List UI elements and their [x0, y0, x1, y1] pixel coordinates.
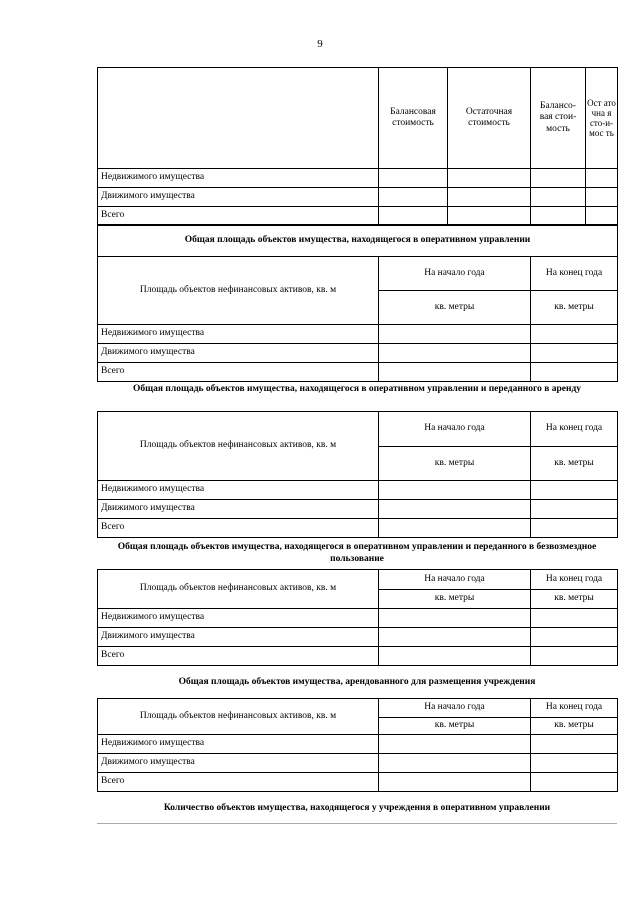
row-label-movable: Движимого имущества	[98, 188, 379, 207]
row-label-total: Всего	[98, 773, 379, 792]
value-cell	[531, 481, 618, 500]
section-title-count: Количество объектов имущества, находящегося у учреждения в оперативном управлении	[163, 803, 551, 813]
value-cell	[379, 344, 531, 363]
section-title-rented: Общая площадь объектов имущества, арендованного для размещения учреждения	[178, 677, 536, 687]
value-table	[97, 67, 618, 226]
value-cell	[531, 207, 586, 226]
area-label: Площадь объектов нефинансовых активов, кв. м	[98, 257, 379, 325]
row-label-realty: Недвижимого имущества	[98, 609, 379, 628]
year-start-header: На начало года	[379, 699, 531, 718]
value-cell	[379, 500, 531, 519]
row-label-movable: Движимого имущества	[98, 500, 379, 519]
value-cell	[379, 773, 531, 792]
row-label-total: Всего	[98, 363, 379, 382]
page-number: 9	[317, 38, 323, 50]
value-cell	[531, 519, 618, 538]
value-cell	[448, 188, 531, 207]
value-cell	[531, 344, 618, 363]
value-cell	[531, 628, 618, 647]
section-title: Общая площадь объектов имущества, находящегося в оперативном управлении	[98, 225, 618, 257]
balance-value-header: Балансовая стоимость	[379, 68, 448, 169]
area-label: Площадь объектов нефинансовых активов, кв. м	[98, 570, 379, 609]
value-cell	[379, 754, 531, 773]
value-cell	[586, 169, 618, 188]
unit-end: кв. метры	[531, 590, 618, 609]
unit-start: кв. метры	[379, 291, 531, 325]
row-label-realty: Недвижимого имущества	[98, 735, 379, 754]
row-label-total: Всего	[98, 519, 379, 538]
area-label: Площадь объектов нефинансовых активов, кв. м	[98, 412, 379, 481]
value-cell	[379, 735, 531, 754]
value-cell	[531, 609, 618, 628]
value-cell	[448, 207, 531, 226]
value-cell	[379, 363, 531, 382]
residual-value-header-2: Ост ато чна я сто-и-мос ть	[586, 68, 618, 169]
unit-end: кв. метры	[531, 718, 618, 735]
unit-start: кв. метры	[379, 718, 531, 735]
unit-start: кв. метры	[379, 447, 531, 481]
row-label-movable: Движимого имущества	[98, 628, 379, 647]
year-start-header: На начало года	[379, 570, 531, 590]
value-cell	[531, 188, 586, 207]
bottom-rule	[97, 823, 617, 824]
balance-value-header-2: Балансо-вая стои-мость	[531, 68, 586, 169]
value-cell	[379, 188, 448, 207]
value-cell	[531, 500, 618, 519]
row-label-movable: Движимого имущества	[98, 754, 379, 773]
row-label-realty: Недвижимого имущества	[98, 169, 379, 188]
year-end-header: На конец года	[531, 570, 618, 590]
value-cell	[448, 169, 531, 188]
unit-start: кв. метры	[379, 590, 531, 609]
value-cell	[379, 519, 531, 538]
row-label-realty: Недвижимого имущества	[98, 325, 379, 344]
year-start-header: На начало года	[379, 257, 531, 291]
value-cell	[531, 169, 586, 188]
area-table-operational	[97, 224, 618, 382]
value-cell	[586, 207, 618, 226]
row-label-total: Всего	[98, 207, 379, 226]
header-blank-cell	[98, 68, 379, 169]
area-label: Площадь объектов нефинансовых активов, кв. м	[98, 699, 379, 735]
year-end-header: На конец года	[531, 699, 618, 718]
residual-value-header: Остаточная стоимость	[448, 68, 531, 169]
section-title-lease: Общая площадь объектов имущества, находящегося в оперативном управлении и переданного в аренду	[132, 384, 582, 394]
value-cell	[379, 609, 531, 628]
row-label-movable: Движимого имущества	[98, 344, 379, 363]
value-cell	[531, 735, 618, 754]
value-cell	[531, 647, 618, 666]
value-cell	[531, 325, 618, 344]
value-cell	[379, 647, 531, 666]
value-cell	[586, 188, 618, 207]
row-label-realty: Недвижимого имущества	[98, 481, 379, 500]
value-cell	[531, 773, 618, 792]
area-table-lease	[97, 411, 618, 538]
year-end-header: На конец года	[531, 412, 618, 447]
value-cell	[379, 207, 448, 226]
section-title-free-use: Общая площадь объектов имущества, находящегося в оперативном управлении и переданного в безвозмездное пользование	[117, 542, 597, 565]
row-label-total: Всего	[98, 647, 379, 666]
value-cell	[379, 169, 448, 188]
unit-end: кв. метры	[531, 447, 618, 481]
value-cell	[379, 481, 531, 500]
area-table-rented	[97, 698, 618, 792]
area-table-free-use	[97, 569, 618, 666]
value-cell	[379, 628, 531, 647]
value-cell	[531, 754, 618, 773]
unit-end: кв. метры	[531, 291, 618, 325]
value-cell	[531, 363, 618, 382]
year-start-header: На начало года	[379, 412, 531, 447]
value-cell	[379, 325, 531, 344]
year-end-header: На конец года	[531, 257, 618, 291]
